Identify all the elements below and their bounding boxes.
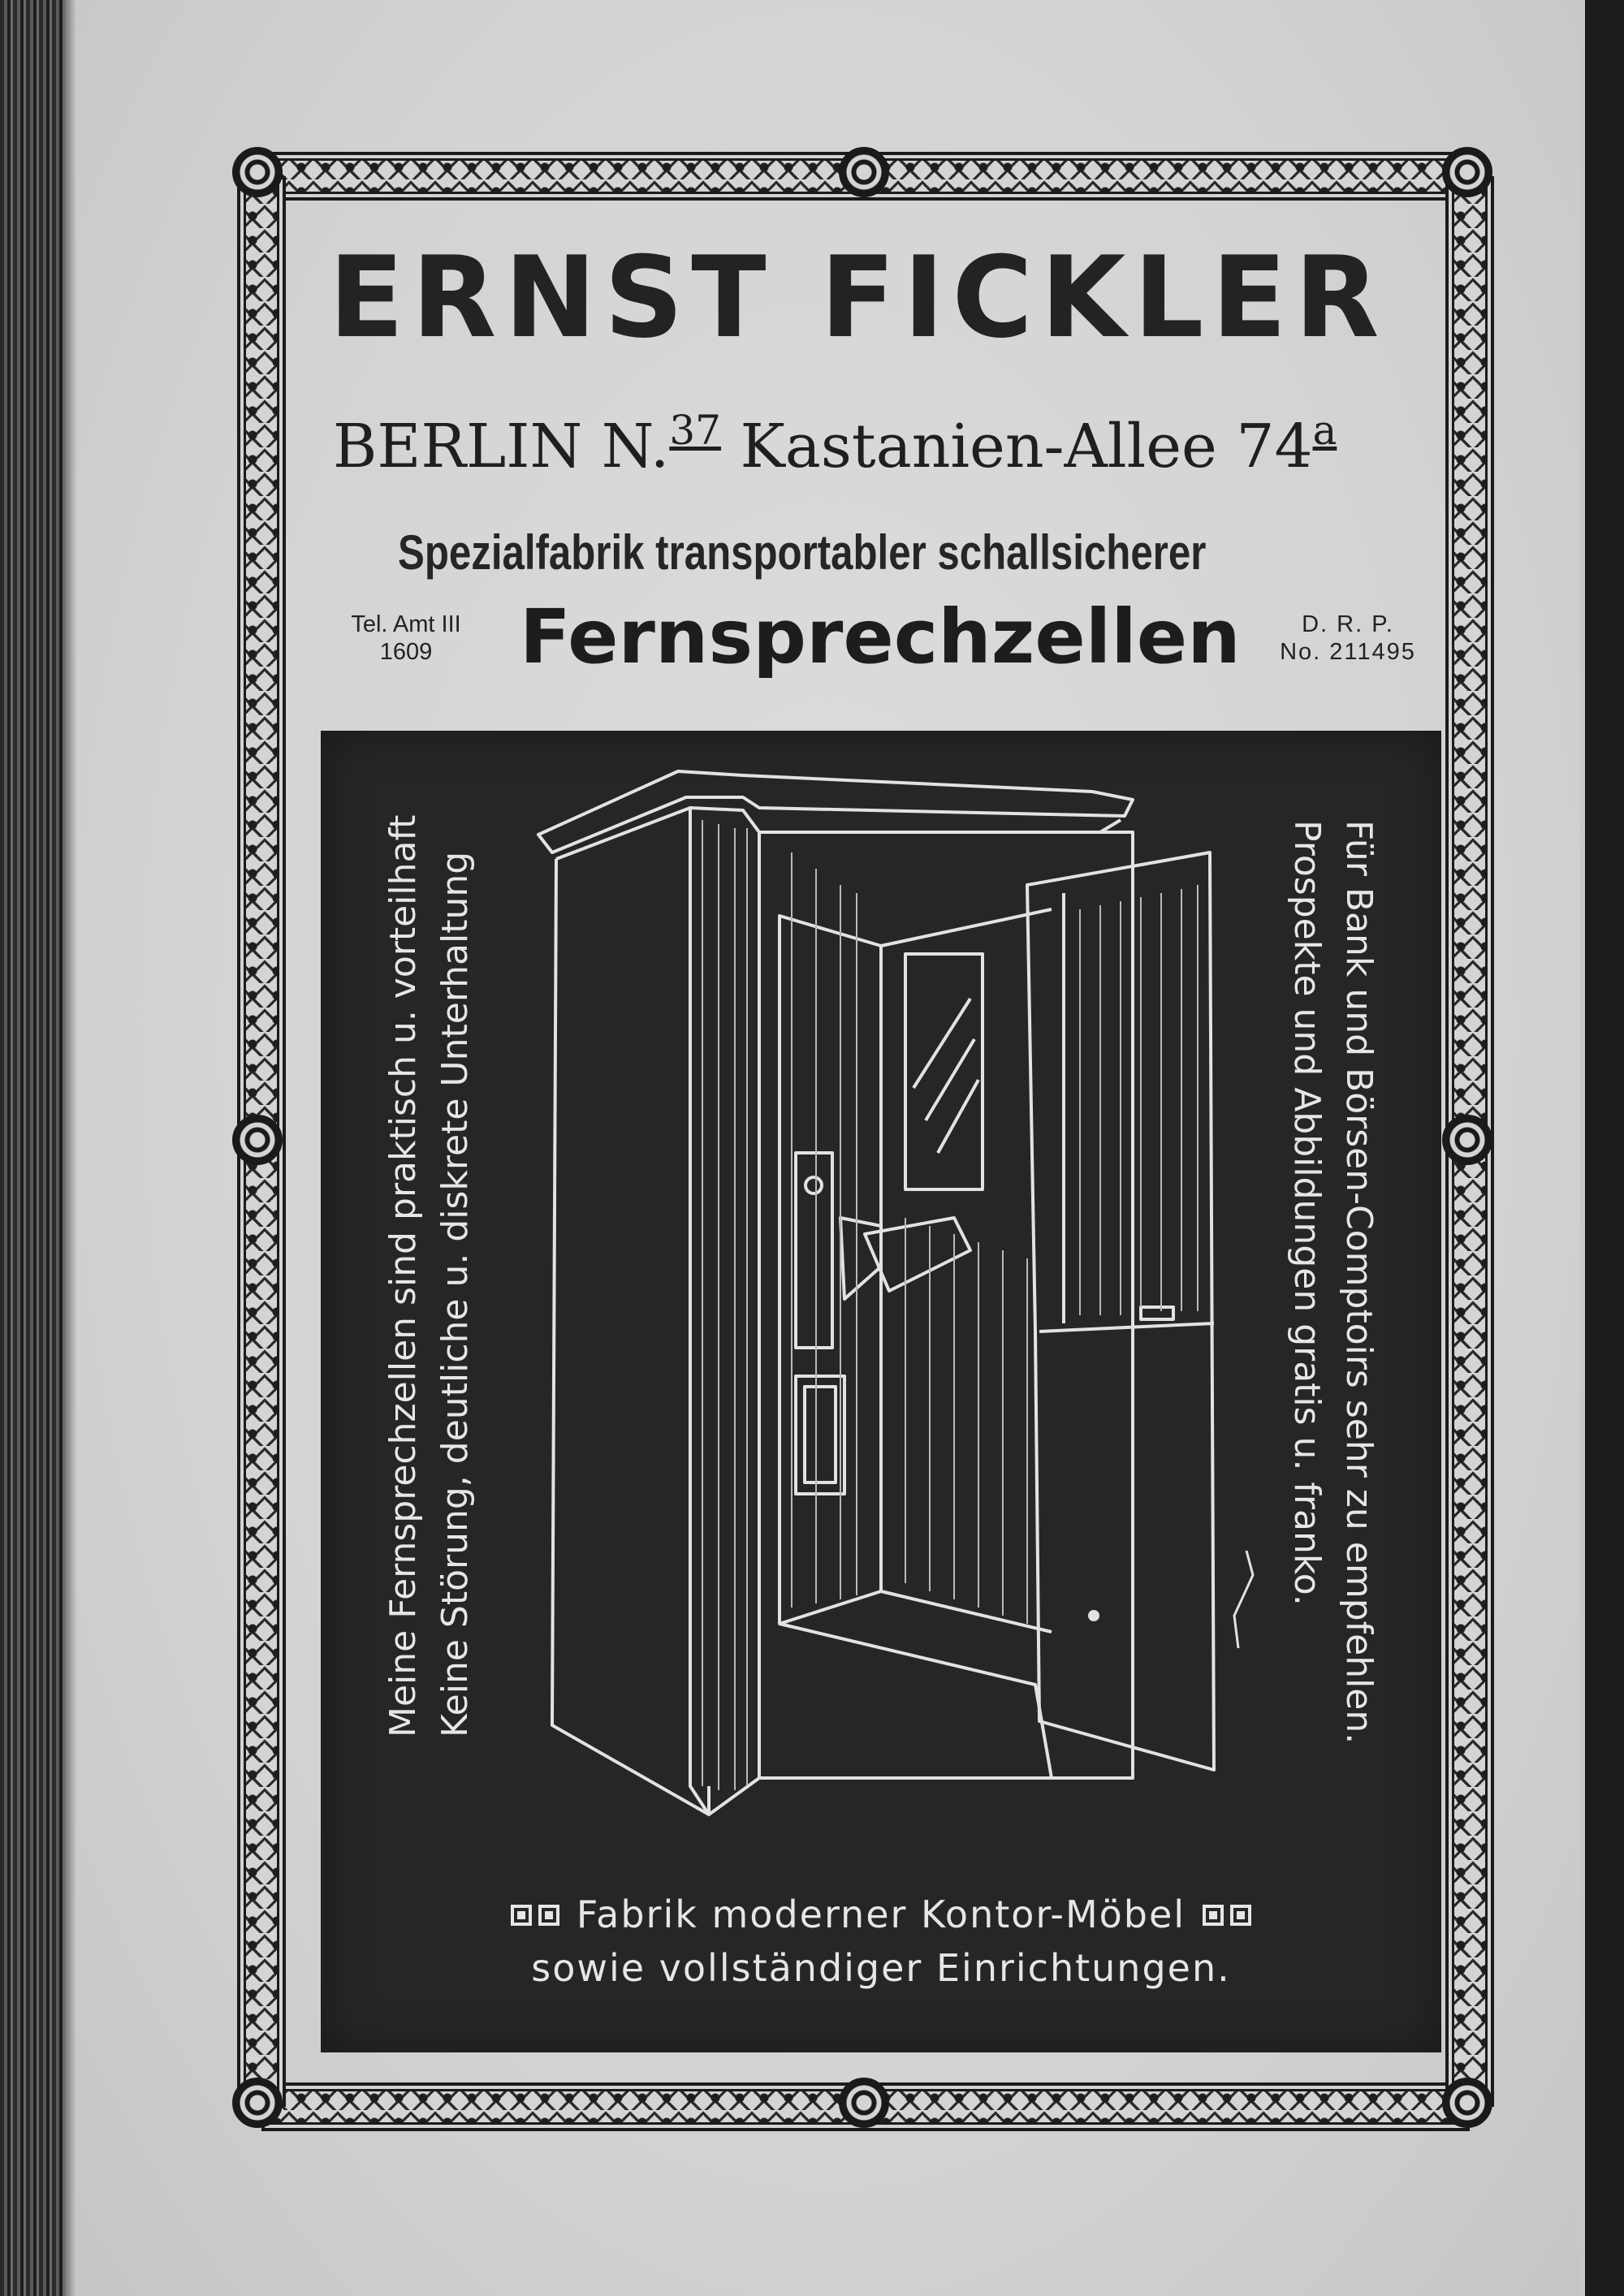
footer-line-1-text: Fabrik moderner Kontor-Möbel [576,1892,1186,1936]
address-street-suffix: a [1312,407,1337,454]
panel-footer [434,1888,1328,1995]
telephone-info [329,611,483,666]
patent-number: No. 211495 [1280,639,1416,665]
address-district: 37 [669,407,721,454]
right-slogan [1281,820,1384,1745]
rosette-ornament [232,1115,283,1165]
address-street: Kastanien-Allee 74 [740,412,1313,481]
box-ornament-icon [511,1905,532,1926]
left-slogan [378,814,482,1737]
box-ornament-icon [538,1905,559,1926]
page-gutter [65,0,76,2296]
phone-booth-illustration [321,731,1441,2052]
left-slogan-line: Keine Störung, deutliche u. diskrete Unterhaltung [434,851,476,1737]
illustration-panel [321,731,1441,2052]
rosette-ornament [1442,2078,1492,2128]
box-ornament-icon [1203,1905,1224,1926]
page-edge [1580,0,1624,2296]
patent-label: D. R. P. [1302,611,1394,637]
left-slogan-line: Meine Fernsprechzellen sind praktisch u. vorteilhaft [382,814,424,1737]
rosette-ornament [232,147,283,197]
rosette-ornament [839,2078,889,2128]
company-name: ERNST FICKLER [329,232,1388,363]
telephone-number: 1609 [379,639,433,665]
rosette-ornament [1442,1115,1492,1165]
book-spine [0,0,65,2296]
footer-line-2: sowie vollständiger Einrichtungen. [531,1946,1231,1990]
rosette-ornament [1442,147,1492,197]
right-slogan-line: Für Bank und Börsen-Comptoirs sehr zu empfehlen. [1338,820,1380,1745]
tagline: Spezialfabrik transportabler schallsicherer [398,525,1207,580]
product-title: Fernsprechzellen [520,593,1241,680]
right-slogan-line: Prospekte und Abbildungen gratis u. franko. [1286,820,1328,1606]
footer-line-1 [434,1888,1328,1941]
telephone-line: Tel. Amt III [351,611,461,637]
rosette-ornament [232,2078,283,2128]
company-address [333,398,1337,479]
address-city: BERLIN N. [333,412,670,481]
patent-info [1255,611,1441,666]
rosette-ornament [839,147,889,197]
box-ornament-icon [1230,1905,1251,1926]
